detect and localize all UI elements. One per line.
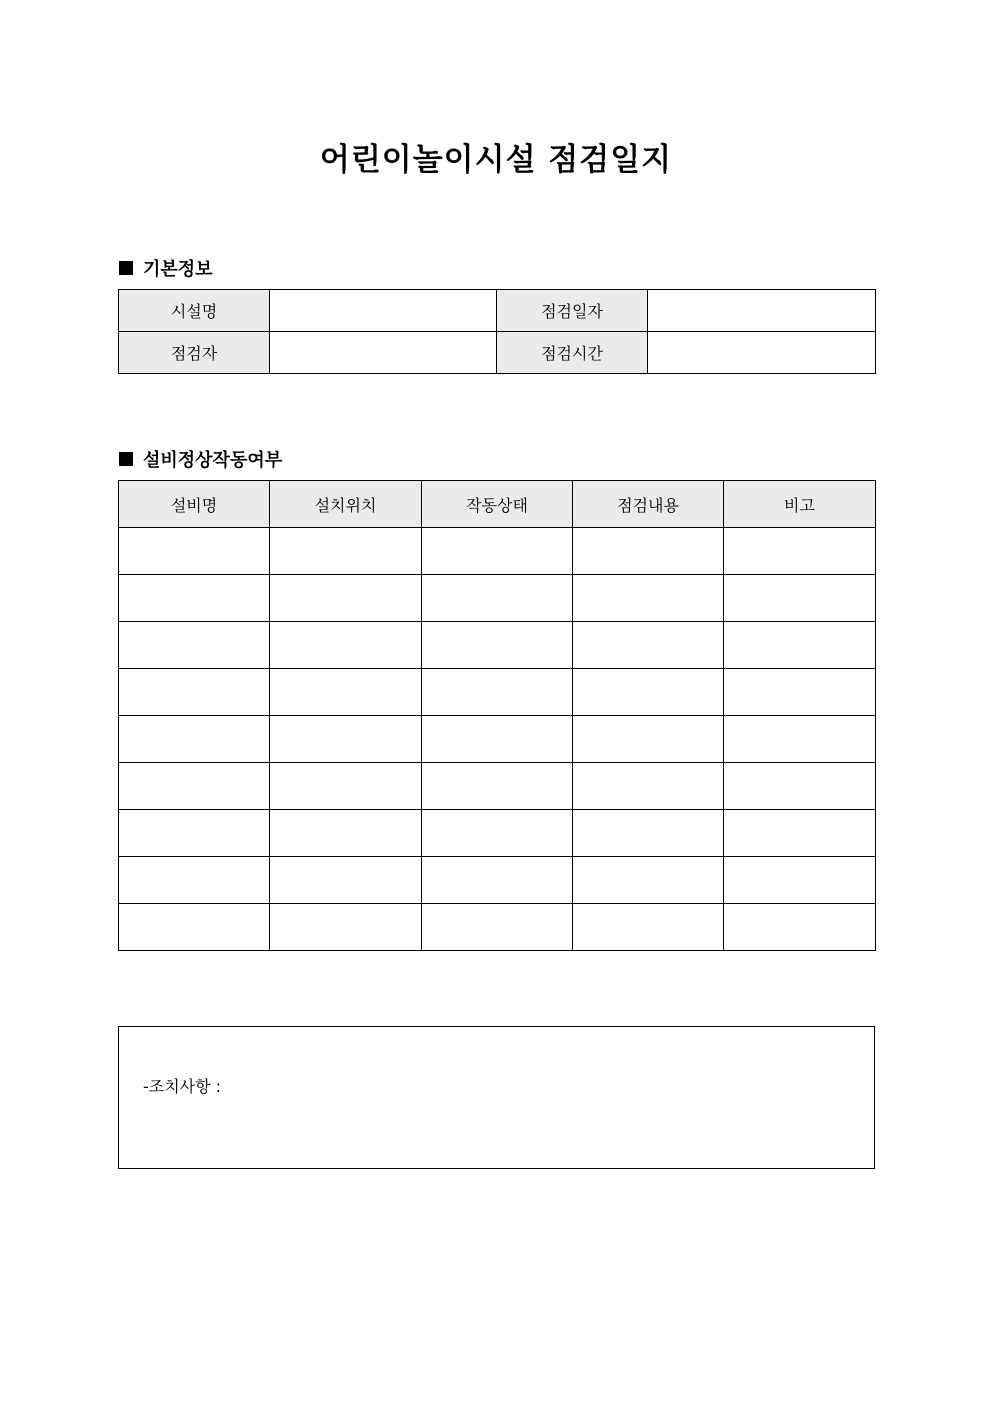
basic-info-table — [118, 289, 876, 374]
facility-name-field[interactable] — [270, 290, 497, 332]
table-cell[interactable] — [422, 810, 573, 857]
table-cell[interactable] — [270, 575, 422, 622]
table-cell[interactable] — [573, 763, 724, 810]
table-row — [119, 669, 876, 716]
table-cell[interactable] — [119, 904, 270, 951]
table-cell[interactable] — [573, 716, 724, 763]
table-cell[interactable] — [422, 763, 573, 810]
table-cell[interactable] — [270, 763, 422, 810]
table-cell[interactable] — [270, 622, 422, 669]
table-cell[interactable] — [422, 716, 573, 763]
basic-info-row — [119, 332, 876, 374]
table-cell[interactable] — [270, 904, 422, 951]
table-cell[interactable] — [422, 904, 573, 951]
table-cell[interactable] — [724, 622, 876, 669]
table-cell[interactable] — [724, 857, 876, 904]
table-row — [119, 528, 876, 575]
table-row — [119, 763, 876, 810]
column-header-remarks: 비고 — [724, 481, 876, 528]
table-cell[interactable] — [724, 669, 876, 716]
table-cell[interactable] — [119, 716, 270, 763]
black-square-icon — [119, 261, 133, 275]
table-cell[interactable] — [422, 575, 573, 622]
table-cell[interactable] — [422, 528, 573, 575]
equipment-heading — [119, 446, 282, 472]
table-cell[interactable] — [270, 810, 422, 857]
table-cell[interactable] — [119, 528, 270, 575]
inspector-label: 점검자 — [119, 332, 270, 374]
table-cell[interactable] — [573, 669, 724, 716]
table-cell[interactable] — [573, 528, 724, 575]
table-row — [119, 904, 876, 951]
action-label: -조치사항 : — [143, 1077, 222, 1096]
table-cell[interactable] — [270, 528, 422, 575]
table-cell[interactable] — [270, 716, 422, 763]
column-header-equipment-name: 설비명 — [119, 481, 270, 528]
table-cell[interactable] — [724, 528, 876, 575]
column-header-operation-status: 작동상태 — [422, 481, 573, 528]
inspector-field[interactable] — [270, 332, 497, 374]
table-cell[interactable] — [422, 669, 573, 716]
action-box[interactable] — [118, 1026, 875, 1169]
page-title: 어린이놀이시설 점검일지 — [319, 142, 673, 178]
table-cell[interactable] — [270, 857, 422, 904]
inspection-date-label: 점검일자 — [497, 290, 648, 332]
black-square-icon — [119, 452, 133, 466]
basic-info-heading — [119, 255, 213, 281]
equipment-table — [118, 480, 876, 951]
column-header-location: 설치위치 — [270, 481, 422, 528]
table-cell[interactable] — [119, 622, 270, 669]
table-row — [119, 857, 876, 904]
table-row — [119, 810, 876, 857]
table-cell[interactable] — [724, 763, 876, 810]
table-cell[interactable] — [422, 622, 573, 669]
table-row — [119, 716, 876, 763]
table-row — [119, 622, 876, 669]
table-cell[interactable] — [119, 575, 270, 622]
table-cell[interactable] — [573, 904, 724, 951]
equipment-heading-label: 설비정상작동여부 — [143, 450, 283, 471]
facility-name-label: 시설명 — [119, 290, 270, 332]
table-cell[interactable] — [573, 575, 724, 622]
table-cell[interactable] — [119, 857, 270, 904]
table-cell[interactable] — [573, 857, 724, 904]
column-header-inspection-details: 점검내용 — [573, 481, 724, 528]
inspection-time-label: 점검시간 — [497, 332, 648, 374]
table-cell[interactable] — [422, 857, 573, 904]
table-cell[interactable] — [119, 763, 270, 810]
inspection-time-field[interactable] — [648, 332, 876, 374]
table-cell[interactable] — [573, 622, 724, 669]
basic-info-row — [119, 290, 876, 332]
table-cell[interactable] — [119, 669, 270, 716]
basic-info-heading-label: 기본정보 — [143, 259, 213, 280]
table-cell[interactable] — [119, 810, 270, 857]
table-cell[interactable] — [573, 810, 724, 857]
table-cell[interactable] — [724, 904, 876, 951]
equipment-header-row — [119, 481, 876, 528]
inspection-date-field[interactable] — [648, 290, 876, 332]
table-row — [119, 575, 876, 622]
table-cell[interactable] — [724, 575, 876, 622]
table-cell[interactable] — [270, 669, 422, 716]
table-cell[interactable] — [724, 810, 876, 857]
table-cell[interactable] — [724, 716, 876, 763]
